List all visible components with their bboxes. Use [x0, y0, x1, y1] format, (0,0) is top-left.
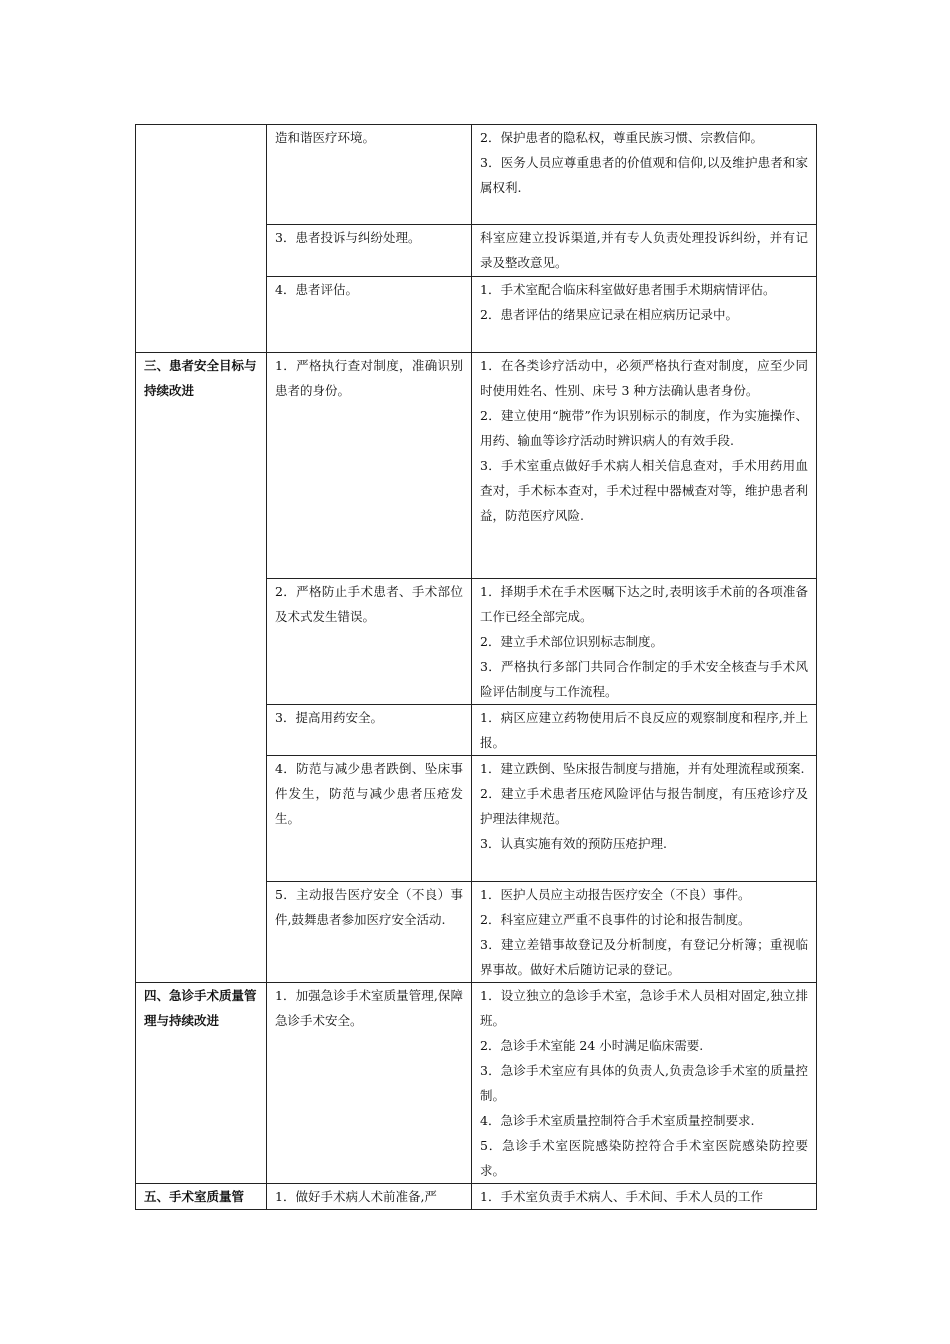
standard-item: 2．建立使用“腕带”作为识别标示的制度，作为实施操作、用药、输血等诊疗活动时辨识病人的有效手段.: [480, 408, 808, 448]
standards-cell: [472, 353, 817, 579]
standards-cell: [472, 882, 817, 983]
standard-item: 3．急诊手术室应有具体的负责人,负责急诊手术室的质量控制。: [480, 1063, 808, 1103]
requirement-cell: [267, 1184, 472, 1210]
table-row: [136, 353, 817, 579]
requirement-cell: [267, 756, 472, 882]
section-cell: 五、手术室质量管: [136, 1184, 267, 1210]
requirement-cell: [267, 353, 472, 579]
requirement-cell: [267, 277, 472, 353]
standard-item: 1．手术室配合临床科室做好患者围手术期病情评估。: [480, 282, 776, 297]
standards-cell: [472, 705, 817, 756]
standard-item: 1．建立跌倒、坠床报告制度与措施，并有处理流程或预案.: [480, 761, 805, 776]
requirement-cell: [267, 579, 472, 705]
standards-cell: [472, 225, 817, 277]
standard-item: 2．建立手术患者压疮风险评估与报告制度，有压疮诊疗及护理法律规范。: [480, 786, 808, 826]
standards-cell: [472, 1184, 817, 1210]
standard-item: 3．严格执行多部门共同合作制定的手术安全核查与手术风险评估制度与工作流程。: [480, 659, 808, 699]
standards-cell: [472, 579, 817, 705]
section-cell: [136, 125, 267, 353]
section-cell: 四、急诊手术质量管理与持续改进: [136, 983, 267, 1184]
standard-item: 3．医务人员应尊重患者的价值观和信仰,以及维护患者和家属权利.: [480, 155, 808, 195]
requirement-text: 4．患者评估。: [275, 282, 358, 297]
requirement-cell: [267, 125, 472, 225]
table-row: [136, 125, 817, 225]
requirement-text: 1．加强急诊手术室质量管理,保障急诊手术安全。: [275, 988, 463, 1028]
table-row: [136, 1184, 817, 1210]
standard-item: 3．手术室重点做好手术病人相关信息查对，手术用药用血查对，手术标本查对，手术过程中器械查对等，维护患者利益，防范医疗风险.: [480, 458, 808, 523]
section-cell: 三、患者安全目标与持续改进: [136, 353, 267, 983]
standard-item: 1．手术室负责手术病人、手术间、手术人员的工作: [480, 1189, 763, 1204]
requirement-cell: [267, 983, 472, 1184]
requirement-text: 1．严格执行查对制度，准确识别患者的身份。: [275, 358, 463, 398]
table-row: [136, 983, 817, 1184]
standards-cell: [472, 756, 817, 882]
standard-item: 1．医护人员应主动报告医疗安全（不良）事件。: [480, 887, 751, 902]
standard-item: 5．急诊手术室医院感染防控符合手术室医院感染防控要求。: [480, 1138, 808, 1178]
standard-item: 2．科室应建立严重不良事件的讨论和报告制度。: [480, 912, 751, 927]
requirement-cell: [267, 705, 472, 756]
standard-item: 4．急诊手术室质量控制符合手术室质量控制要求.: [480, 1113, 755, 1128]
standards-cell: [472, 983, 817, 1184]
requirement-text: 4．防范与减少患者跌倒、坠床事件发生，防范与减少患者压疮发生。: [275, 761, 463, 826]
standard-item: 1．择期手术在手术医嘱下达之时,表明该手术前的各项准备工作已经全部完成。: [480, 584, 808, 624]
requirement-text: 5．主动报告医疗安全（不良）事件,鼓舞患者参加医疗安全活动.: [275, 887, 463, 927]
requirement-text: 1．做好手术病人术前准备,严: [275, 1189, 437, 1204]
standard-item: 1．在各类诊疗活动中，必须严格执行查对制度，应至少同时使用姓名、性别、床号 3 种方法确认患者身份。: [480, 358, 808, 398]
requirement-text: 2．严格防止手术患者、手术部位及术式发生错误。: [275, 584, 463, 624]
standard-item: 3．认真实施有效的预防压疮护理.: [480, 836, 667, 851]
standard-item: 1．设立独立的急诊手术室，急诊手术人员相对固定,独立排班。: [480, 988, 808, 1028]
requirement-cell: [267, 225, 472, 277]
standard-item: 2．患者评估的绪果应记录在相应病历记录中。: [480, 307, 738, 322]
standards-cell: [472, 125, 817, 225]
requirement-text: 3．患者投诉与纠纷处理。: [275, 230, 421, 245]
standards-cell: [472, 277, 817, 353]
requirement-text: 3．提高用药安全。: [275, 710, 383, 725]
standard-item: 2．急诊手术室能 24 小时满足临床需要.: [480, 1038, 704, 1053]
table-body: [136, 125, 817, 1210]
standard-item: 科室应建立投诉渠道,并有专人负责处理投诉纠纷，并有记录及整改意见。: [480, 230, 808, 270]
standards-table: [135, 124, 817, 1210]
standard-item: 1．病区应建立药物使用后不良反应的观察制度和程序,并上报。: [480, 710, 808, 750]
requirement-text: 造和谐医疗环境。: [275, 130, 376, 145]
requirement-cell: [267, 882, 472, 983]
standard-item: 3．建立差错事故登记及分析制度，有登记分析簿；重视临界事故。做好术后随访记录的登记。: [480, 937, 808, 977]
standard-item: 2．保护患者的隐私权，尊重民族习惯、宗教信仰。: [480, 130, 763, 145]
standard-item: 2．建立手术部位识别标志制度。: [480, 634, 663, 649]
